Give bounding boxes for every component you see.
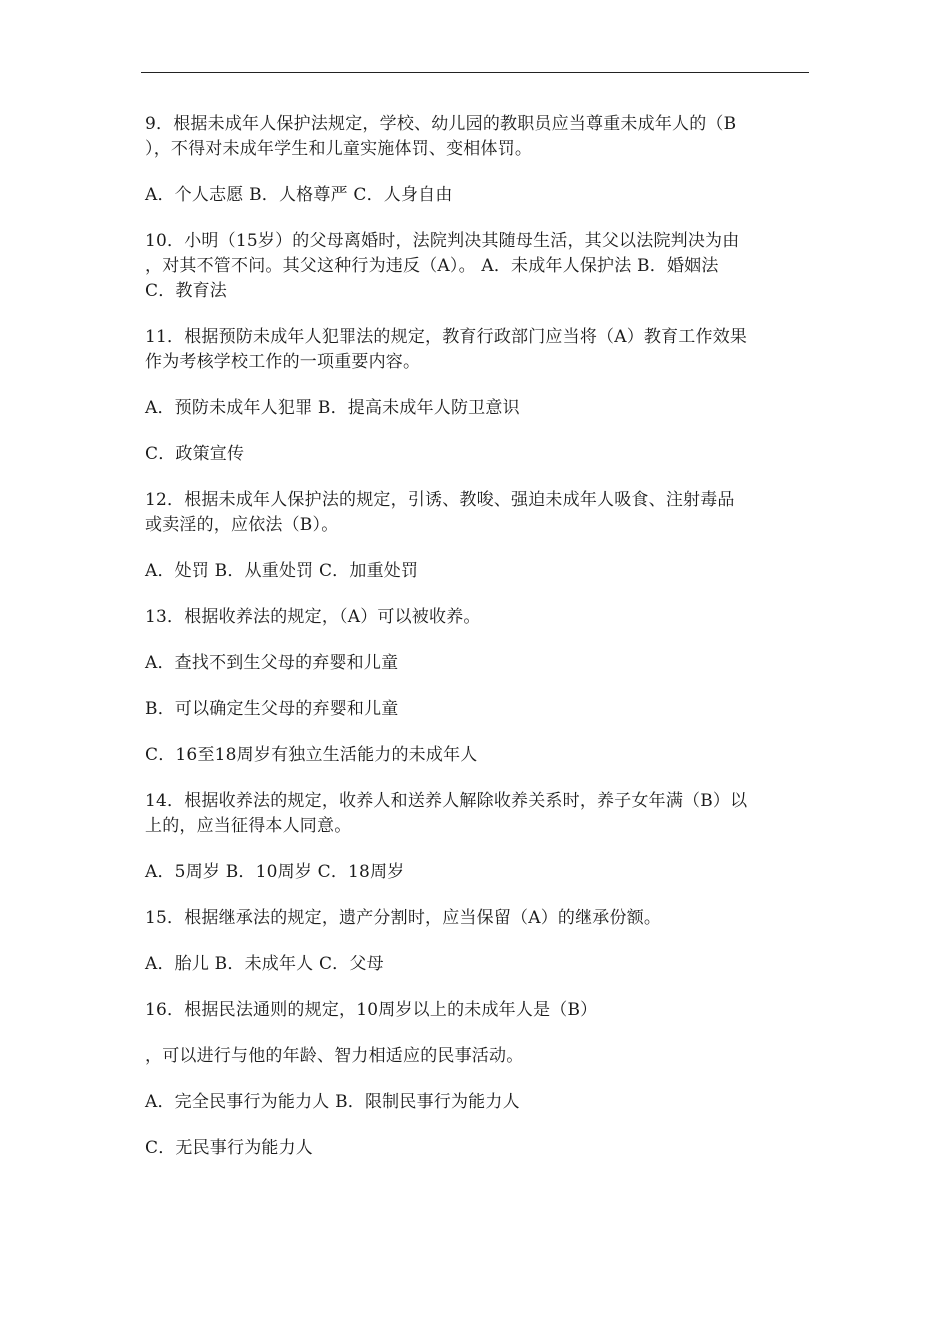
text-line: ），不得对未成年学生和儿童实施体罚、变相体罚。: [145, 139, 533, 159]
text-line: A．完全民事行为能力人 B．限制民事行为能力人: [145, 1092, 520, 1112]
text-line: A．查找不到生父母的弃婴和儿童: [145, 653, 399, 673]
question-11-options-ab: [145, 396, 809, 421]
text-line: A．胎儿 B．未成年人 C．父母: [145, 954, 384, 974]
document-body: [145, 112, 809, 1182]
text-line: C．无民事行为能力人: [145, 1138, 314, 1158]
text-line: C．政策宣传: [145, 444, 245, 464]
question-11-option-c: [145, 442, 809, 467]
text-line: 10．小明（15岁）的父母离婚时，法院判决其随母生活，其父以法院判决为由: [145, 231, 740, 251]
text-line: ，对其不管不问。其父这种行为违反（A）。 A．未成年人保护法 B．婚姻法: [145, 256, 719, 276]
text-line: 14．根据收养法的规定，收养人和送养人解除收养关系时，养子女年满（B）以: [145, 791, 748, 811]
question-15: [145, 906, 809, 931]
question-15-options: [145, 952, 809, 977]
text-line: A．预防未成年人犯罪 B．提高未成年人防卫意识: [145, 398, 520, 418]
text-line: 16．根据民法通则的规定，10周岁以上的未成年人是（B）: [145, 1000, 598, 1020]
text-line: A．个人志愿 B．人格尊严 C．人身自由: [145, 185, 453, 205]
question-9-options: [145, 183, 809, 208]
text-line: 15．根据继承法的规定，遗产分割时，应当保留（A）的继承份额。: [145, 908, 662, 928]
question-13: [145, 605, 809, 630]
question-12: [145, 488, 809, 538]
header-rule: [141, 72, 809, 73]
text-line: 或卖淫的，应依法（B）。: [145, 515, 339, 535]
question-11: [145, 325, 809, 375]
text-line: 9．根据未成年人保护法规定，学校、幼儿园的教职员应当尊重未成年人的（B: [145, 114, 737, 134]
question-12-options: [145, 559, 809, 584]
text-line: C．16至18周岁有独立生活能力的未成年人: [145, 745, 478, 765]
text-line: ，可以进行与他的年龄、智力相适应的民事活动。: [145, 1046, 524, 1066]
question-16-options-ab: [145, 1090, 809, 1115]
question-16-option-c: [145, 1136, 809, 1161]
question-14-options: [145, 860, 809, 885]
question-10: [145, 229, 809, 304]
question-13-option-b: [145, 697, 809, 722]
question-13-option-c: [145, 743, 809, 768]
question-9: [145, 112, 809, 162]
text-line: 作为考核学校工作的一项重要内容。: [145, 352, 421, 372]
text-line: 12．根据未成年人保护法的规定，引诱、教唆、强迫未成年人吸食、注射毒品: [145, 490, 735, 510]
text-line: A．处罚 B．从重处罚 C．加重处罚: [145, 561, 419, 581]
question-13-option-a: [145, 651, 809, 676]
text-line: B．可以确定生父母的弃婴和儿童: [145, 699, 399, 719]
question-14: [145, 789, 809, 839]
question-16-continued: [145, 1044, 809, 1069]
text-line: 上的，应当征得本人同意。: [145, 816, 352, 836]
text-line: 11．根据预防未成年人犯罪法的规定，教育行政部门应当将（A）教育工作效果: [145, 327, 748, 347]
text-line: 13．根据收养法的规定，（A）可以被收养。: [145, 607, 481, 627]
question-16: [145, 998, 809, 1023]
text-line: A．5周岁 B．10周岁 C．18周岁: [145, 862, 405, 882]
text-line: C．教育法: [145, 281, 228, 301]
